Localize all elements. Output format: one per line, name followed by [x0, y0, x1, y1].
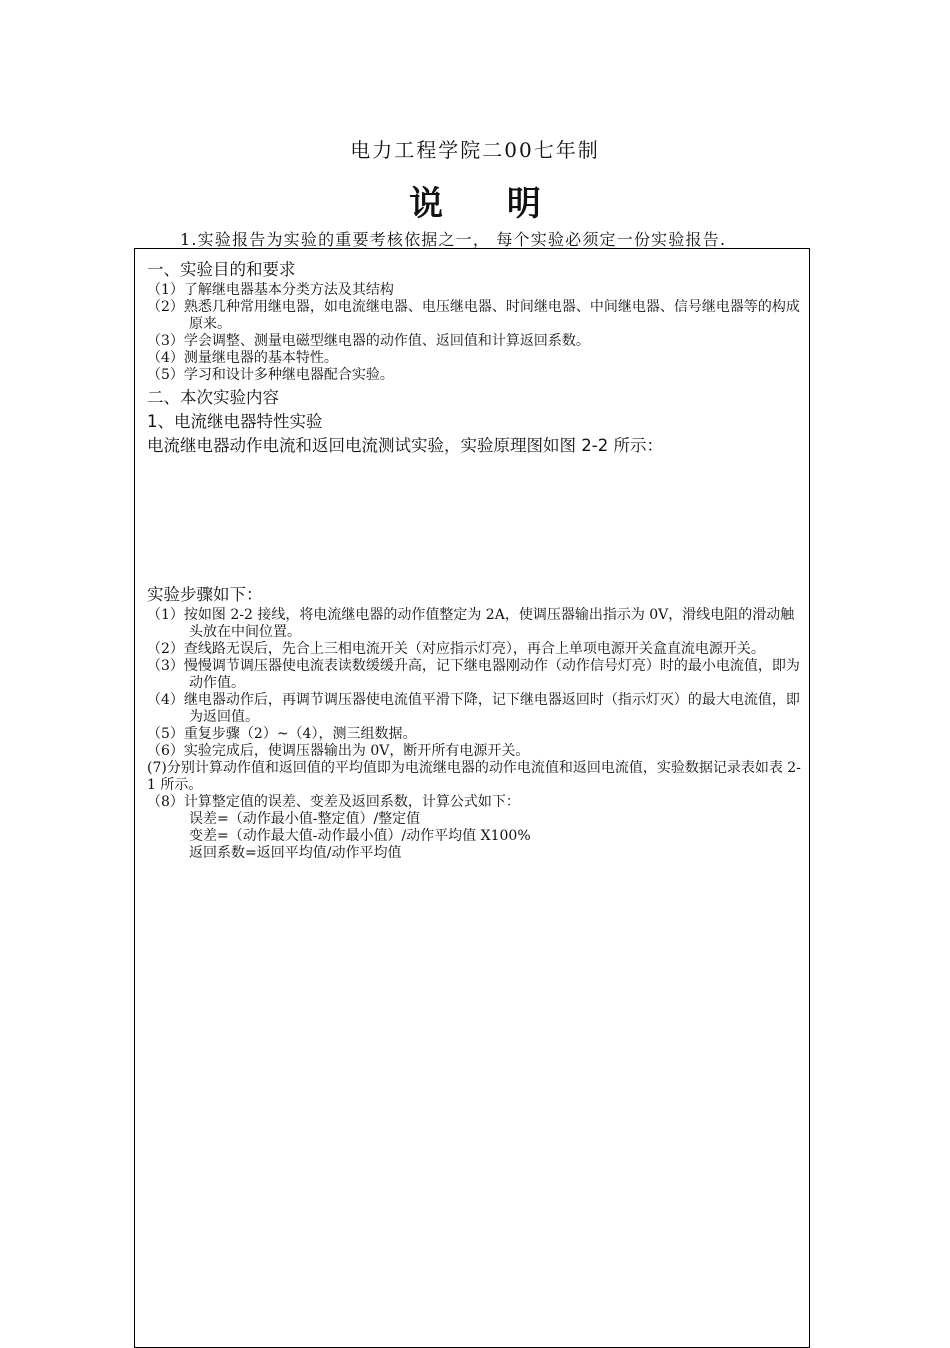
objective-item: （3）学会调整、测量电磁型继电器的动作值、返回值和计算返回系数。	[147, 333, 590, 349]
objective-item: （2）熟悉几种常用继电器，如电流继电器、电压继电器、时间继电器、中间继电器、信号继电器等的构成原来。	[147, 299, 800, 332]
institution-line: 电力工程学院二00七年制	[350, 138, 600, 162]
objective-item: （1）了解继电器基本分类方法及其结构	[147, 282, 394, 298]
formula-error: 误差=（动作最小值-整定值）/整定值	[189, 811, 421, 827]
section-heading-objectives: 一、实验目的和要求	[147, 260, 296, 279]
report-content	[147, 258, 803, 862]
objective-item: （4）测量继电器的基本特性。	[147, 350, 338, 366]
step-item: （8）计算整定值的误差、变差及返回系数，计算公式如下：	[147, 794, 520, 810]
formula-variation: 变差=（动作最大值-动作最小值）/动作平均值 X100%	[189, 828, 531, 844]
step-item: （5）重复步骤（2）~（4），测三组数据。	[147, 726, 417, 742]
step-item: （6）实验完成后，使调压器输出为 0V，断开所有电源开关。	[147, 743, 530, 759]
note-line: 1.实验报告为实验的重要考核依据之一， 每个实验必须定一份实验报告.	[180, 230, 727, 249]
step-item: (7)分别计算动作值和返回值的平均值即为电流继电器的动作电流值和返回电流值，实验数据记录表如表 2-1 所示。	[147, 760, 801, 793]
section-heading-content: 二、本次实验内容	[147, 388, 279, 407]
experiment-intro: 电流继电器动作电流和返回电流测试实验，实验原理图如图 2-2 所示：	[147, 436, 663, 455]
steps-heading: 实验步骤如下：	[147, 585, 263, 604]
formula-return-coefficient: 返回系数=返回平均值/动作平均值	[189, 845, 402, 861]
experiment-subheading: 1、电流继电器特性实验	[147, 412, 323, 431]
objective-item: （5）学习和设计多种继电器配合实验。	[147, 367, 394, 383]
step-item: （4）继电器动作后，再调节调压器使电流值平滑下降，记下继电器返回时（指示灯灭）的最大电流值，即为返回值。	[147, 692, 800, 725]
step-item: （1）按如图 2-2 接线，将电流继电器的动作值整定为 2A，使调压器输出指示为 0V，滑线电阻的滑动触头放在中间位置。	[147, 607, 795, 640]
step-item: （2）查线路无误后，先合上三相电流开关（对应指示灯亮），再合上单项电源开关盒直流电源开关。	[147, 641, 765, 657]
diagram-space	[147, 458, 803, 583]
document-title: 说 明	[409, 184, 567, 224]
step-item: （3）慢慢调节调压器使电流表读数缓缓升高，记下继电器刚动作（动作信号灯亮）时的最小电流值，即为动作值。	[147, 658, 800, 691]
